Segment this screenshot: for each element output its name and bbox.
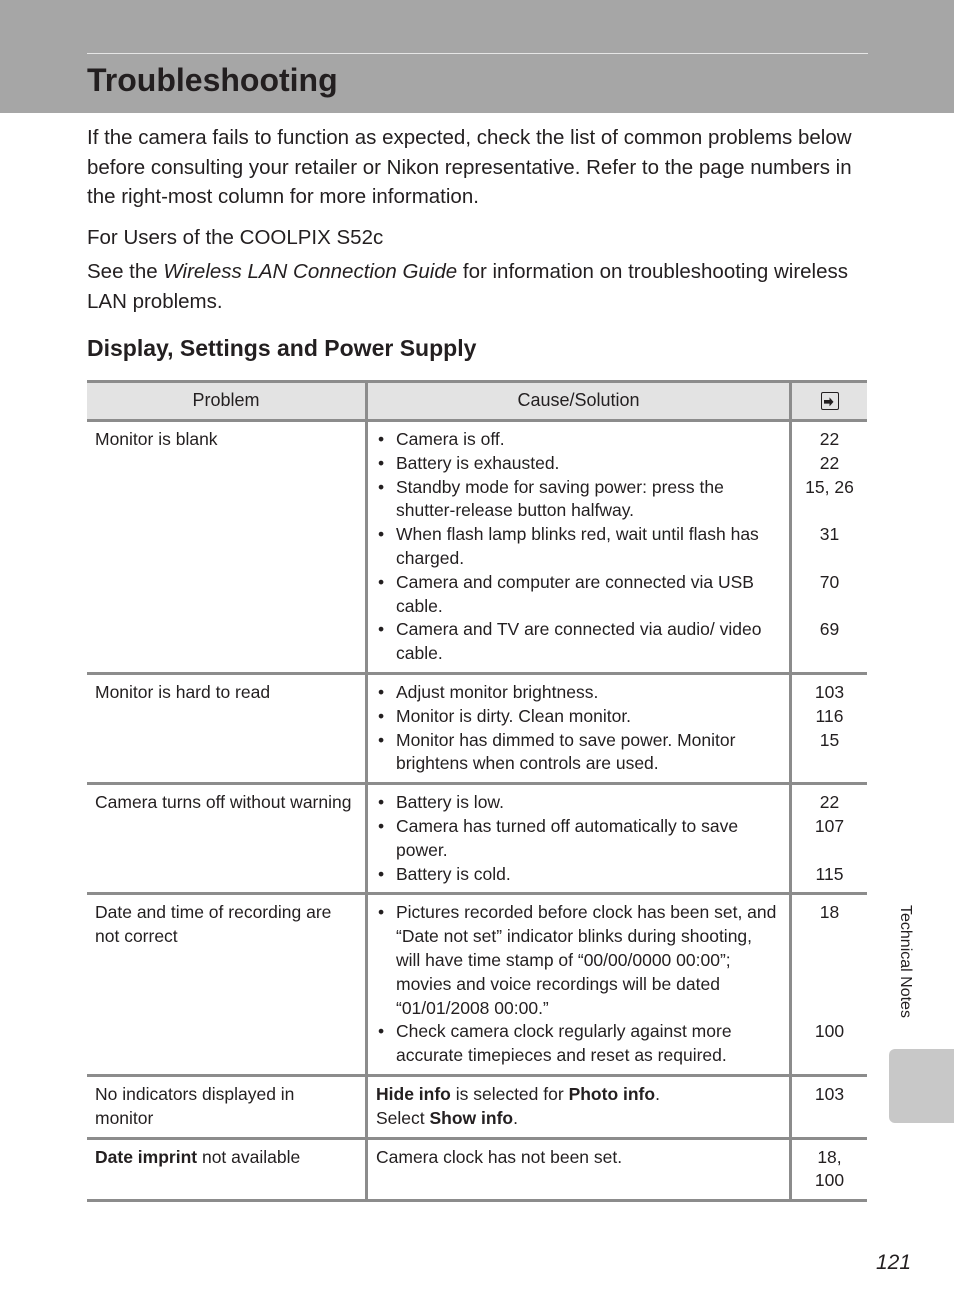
problem-cell: Camera turns off without warning <box>87 784 367 894</box>
page-ref: 69 <box>819 619 840 640</box>
cause-item: • Camera has turned off automatically to save power. <box>376 815 779 863</box>
cause-item: • Battery is exhausted. <box>376 452 779 476</box>
page-title: Troubleshooting <box>87 62 338 98</box>
cause-bold: Show info <box>429 1107 514 1128</box>
page-ref: 107 <box>814 815 845 836</box>
side-section-label: Technical Notes <box>897 905 914 1018</box>
problem-cell: No indicators displayed in monitor <box>87 1075 367 1138</box>
cause-item: • Adjust monitor brightness. <box>376 681 779 705</box>
cause-cell <box>367 1075 791 1138</box>
cause-item: • Battery is cold. <box>376 863 779 887</box>
page-ref: 22 <box>819 792 840 813</box>
page-ref: 31 <box>819 524 840 545</box>
cause-text: Select <box>376 1107 430 1128</box>
problem-bold: Date imprint <box>95 1146 198 1167</box>
problem-cell: Monitor is hard to read <box>87 673 367 783</box>
page-ref: 115 <box>815 863 844 884</box>
cause-item: • Monitor is dirty. Clean monitor. <box>376 705 779 729</box>
cause-item: • Standby mode for saving power: press the shutter-release button halfway. <box>376 476 779 524</box>
page-ref: 100 <box>814 1170 845 1191</box>
page-cell <box>791 894 868 1076</box>
page-cell <box>791 1138 868 1201</box>
page-ref: 70 <box>819 571 840 592</box>
cause-text: . <box>655 1083 660 1104</box>
cause-item: • Monitor has dimmed to save power. Monitor brightens when controls are used. <box>376 729 779 777</box>
cause-bold: Photo info <box>568 1083 656 1104</box>
users-note-text <box>87 257 877 316</box>
page-cell <box>791 421 868 674</box>
table-header-row <box>87 382 867 421</box>
table-row <box>87 1138 867 1201</box>
cause-item: • Camera is off. <box>376 428 779 452</box>
cause-item: • Pictures recorded before clock has been set, and “Date not set” indicator blinks during shooting, will have time stamp of “00/00/0000 00:00”; movies and voice recordings will be dated “01/01/2008 00:00.” <box>376 901 779 1020</box>
cause-item: • When flash lamp blinks red, wait until flash has charged. <box>376 523 779 571</box>
header-cause: Cause/Solution <box>367 382 791 421</box>
problem-text: not available <box>197 1146 301 1167</box>
page-cell <box>791 784 868 894</box>
page-ref: 18 <box>819 902 840 923</box>
problem-cell: Date and time of recording are not correct <box>87 894 367 1076</box>
cause-cell <box>367 894 791 1076</box>
page-ref: 103 <box>814 681 845 702</box>
cause-item: • Camera and TV are connected via audio/ video cable. <box>376 618 779 666</box>
cause-item: • Check camera clock regularly against more accurate timepieces and reset as required. <box>376 1020 779 1068</box>
page-ref: 22 <box>819 429 840 449</box>
cause-bold: Hide info <box>376 1083 451 1104</box>
table-row <box>87 894 867 1076</box>
header-page <box>791 382 868 421</box>
page-ref: 15, 26 <box>805 476 854 497</box>
table-row <box>87 1075 867 1138</box>
table-row <box>87 421 867 674</box>
troubleshooting-table <box>87 380 867 1202</box>
side-tab <box>889 1049 954 1123</box>
table-row <box>87 784 867 894</box>
page-cell <box>791 673 868 783</box>
cause-cell <box>367 673 791 783</box>
page-ref: 116 <box>815 705 844 726</box>
cause-cell: Camera clock has not been set. <box>367 1138 791 1201</box>
cause-text: is selected for <box>450 1083 569 1104</box>
cause-text: . <box>513 1107 518 1128</box>
cause-cell <box>367 784 791 894</box>
header-problem: Problem <box>87 382 367 421</box>
header-rule <box>87 53 868 54</box>
page-ref: 103 <box>814 1083 845 1104</box>
page-number: 121 <box>876 1251 912 1274</box>
see-suffix: for information on troubleshooting wireless LAN problems. <box>87 260 849 313</box>
page-ref: 22 <box>819 452 840 473</box>
page-ref: 18, <box>817 1146 842 1167</box>
page-reference-icon <box>821 392 839 410</box>
table-row <box>87 673 867 783</box>
problem-cell: Monitor is blank <box>87 421 367 674</box>
users-note-label: For Users of the COOLPIX S52c <box>87 226 384 249</box>
cause-item: • Camera and computer are connected via USB cable. <box>376 571 779 619</box>
page-ref: 100 <box>814 1021 845 1042</box>
section-heading: Display, Settings and Power Supply <box>87 335 477 361</box>
intro-paragraph: If the camera fails to function as expected, check the list of common problems below before consulting your retailer or Nikon representative. Refer to the page numbers in the right-most column for more information. <box>87 126 852 208</box>
page-cell <box>791 1075 868 1138</box>
see-prefix: See the <box>87 260 164 283</box>
page-ref: 15 <box>819 729 840 750</box>
cause-cell <box>367 421 791 674</box>
guide-title: Wireless LAN Connection Guide <box>163 260 458 283</box>
problem-cell <box>87 1138 367 1201</box>
cause-item: • Battery is low. <box>376 791 779 815</box>
